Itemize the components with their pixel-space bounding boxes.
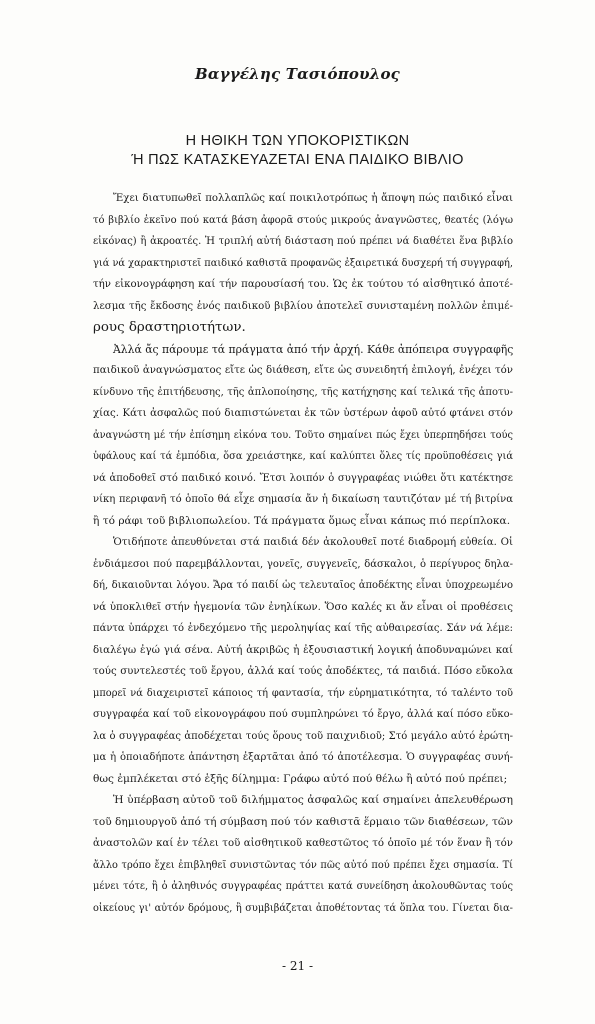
text-line: λα ὁ συγγραφέας ἀποδέχεται τούς ὅρους τοῦ παιχνιδιοῦ; Στό μεγάλο αὐτό ἐρώτη-: [93, 730, 513, 742]
text-line: ἀναστολῶν καί ἐν τέλει τοῦ αἰσθητικοῦ καθεστῶτος τό ὁποῖο μέ τόν ἕναν ἢ τόν: [93, 838, 513, 849]
text-line: οἰκείους γι' αὐτόν δρόμους, ἢ συμβιβάζεται ἀποθέτοντας τά ὅπλα του. Γίνεται δια-: [93, 902, 513, 914]
text-line: ἄλλο τρόπο ἔχει ἐπιβληθεῖ συνιστῶντας τόν πῶς αὐτό πού πρέπει ἔχει σημασία. Τί: [93, 859, 513, 871]
text-line: ἐνδιάμεσοι πού παρεμβάλλονται, γονεῖς, συγγενεῖς, δάσκαλοι, ὁ περίγυρος δηλα-: [93, 558, 513, 570]
text-line: συγγραφέα καί τοῦ εἰκονογράφου πού συμπληρώνει τό ἔργο, ἀλλά καί πόσο εὔκο-: [93, 709, 513, 720]
text-line: νά ὑποκλιθεῖ στήν ἡγεμονία τῶν ἐνηλίκων. Ὅσο καλές κι ἄν εἶναι οἱ προθέσεις: [93, 601, 513, 613]
title-line-1: Η ΗΘΙΚΗ ΤΩΝ ΥΠΟΚΟΡΙΣΤΙΚΩΝ: [185, 133, 410, 149]
text-line: Ἡ ὑπέρβαση αὐτοῦ τοῦ διλήμματος ἀσφαλῶς καί σημαίνει ἀπελευθέρωση: [113, 794, 513, 806]
text-line: δή, δικαιοῦνται λόγου. Ἄρα τό παιδί ὡς τελευταῖος ἀποδέκτης εἶναι ὑποχρεωμένο: [93, 580, 513, 591]
text-line: νίκη περιφανῆ τό ὁποῖο θά εἶχε σημασία ἄν ἡ δικαίωση ταυτιζόταν μέ τή βιτρίνα: [93, 494, 513, 505]
text-line: τοῦ δημιουργοῦ ἀπό τή σύμβαση πού τόν καθιστᾶ ἕρμαιο τῶν διαθέσεων, τῶν: [93, 815, 513, 828]
text-line: γιά νά χαρακτηριστεῖ παιδικό καθιστᾶ προφανῶς ἐξαιρετικά δυσχερή τή συγγραφή,: [93, 257, 513, 269]
page-number: - 21 -: [281, 959, 313, 973]
text-line: θως ἐμπλέκεται στό ἑξῆς δίλημμα: Γράφω αὐτό πού θέλω ἢ αὐτό πού πρέπει;: [93, 772, 508, 785]
text-line: μένει τότε, ἢ ὁ ἀληθινός συγγραφέας πράττει κατά συνείδηση ἀκολουθῶντας τούς: [93, 881, 513, 892]
text-line: μα ἡ ὁποιαδήποτε ἀπάντηση ἐξαρτᾶται ἀπό τό ἀποτέλεσμα. Ὁ συγγραφέας συνή-: [93, 752, 513, 763]
text-line: ὑφάλους καί τά ἐμπόδια, ὅσα χρειάστηκε, καί καλύπτει ὅλες τίς προϋποθέσεις γιά: [93, 451, 513, 462]
text-line: τό βιβλίο ἐκεῖνο πού κατά βάση ἀφορᾶ στούς μικρούς ἀναγνῶστες, θεατές (λόγω: [93, 214, 513, 226]
text-line: Ἀλλά ἄς πάρουμε τά πράγματα ἀπό τήν ἀρχή. Κάθε ἀπόπειρα συγγραφῆς: [113, 342, 513, 356]
text-line: ρους δραστηριοτήτων.: [93, 320, 246, 335]
text-line: διαλέγω ἐγώ γιά σένα. Αὐτή ἀκριβῶς ἡ ἐξουσιαστική λογική ἀποδυναμώνει καί: [93, 644, 513, 656]
text-line: πάντα ὑπάρχει τό ἐνδεχόμενο τῆς μεροληψίας καί τῆς αὐθαιρεσίας. Σάν νά λέμε:: [93, 623, 513, 634]
text-line: Ὁτιδήποτε ἀπευθύνεται στά παιδιά δέν ἀκολουθεῖ ποτέ διαδρομή εὐθεία. Οἱ: [113, 537, 513, 548]
body-text: [93, 188, 513, 919]
text-line: ἀναγνώστη μέ τήν ἐπίσημη εἰκόνα του. Τοῦτο σημαίνει πώς ἔχει ὑπερπηδήσει τούς: [93, 429, 513, 441]
author-name: Βαγγέλης Τασιόπουλος: [195, 65, 400, 83]
text-line: μπορεῖ νά διαχειριστεῖ κάποιος τή φαντασία, τήν εὐρηματικότητα, τό ταλέντο τοῦ: [93, 687, 513, 699]
text-line: τήν εἰκονογράφηση καί τήν παρουσίασή του. Ὡς ἐκ τούτου τό αἰσθητικό ἀποτέ-: [93, 279, 513, 290]
text-line: λεσμα τῆς ἔκδοσης ἑνός παιδικοῦ βιβλίου ἀποτελεῖ συνισταμένη πολλῶν ἐπιμέ-: [93, 300, 513, 312]
text-line: τούς συντελεστές τοῦ ἔργου, ἀλλά καί τούς ἀποδέκτες, τά παιδιά. Πόσο εὔκολα: [93, 666, 513, 677]
text-line: χίας. Κάτι ἀσφαλῶς πού διαπιστώνεται ἐκ τῶν ὑστέρων ἀφοῦ αὐτό φτάνει στόν: [93, 408, 513, 419]
text-line: εἰκόνας) ἢ ἀκροατές. Ἡ τριπλή αὐτή διάσταση πού πρέπει νά διαθέτει ἕνα βιβλίο: [93, 236, 513, 247]
text-line: νά ἀποδοθεῖ στό παιδικό κοινό. Ἔτσι λοιπόν ὁ συγγραφέας νιώθει ὅτι κατέκτησε: [93, 472, 513, 484]
text-line: Ἔχει διατυπωθεῖ πολλαπλῶς καί ποικιλοτρόπως ἡ ἄποψη πώς παιδικό εἶναι: [113, 193, 513, 204]
title-line-2: Ή ΠΩΣ ΚΑΤΑΣΚΕΥΑΖΕΤΑΙ ΕΝΑ ΠΑΙΔΙΚΟ ΒΙΒΛΙΟ: [131, 152, 464, 168]
text-line: ἢ τό ράφι τοῦ βιβλιοπωλείου. Τά πράγματα ὅμως εἶναι κάπως πιό περίπλοκα.: [93, 514, 511, 527]
text-line: κίνδυνο τῆς ἐπιτήδευσης, τῆς ἀπλοποίησης, τῆς κατήχησης καί τελικά τῆς ἀποτυ-: [93, 386, 513, 398]
text-line: παιδικοῦ ἀναγνώσματος εἴτε ὡς διάθεση, εἴτε ὡς συνειδητή ἐπιλογή, ἐνέχει τόν: [93, 365, 513, 376]
